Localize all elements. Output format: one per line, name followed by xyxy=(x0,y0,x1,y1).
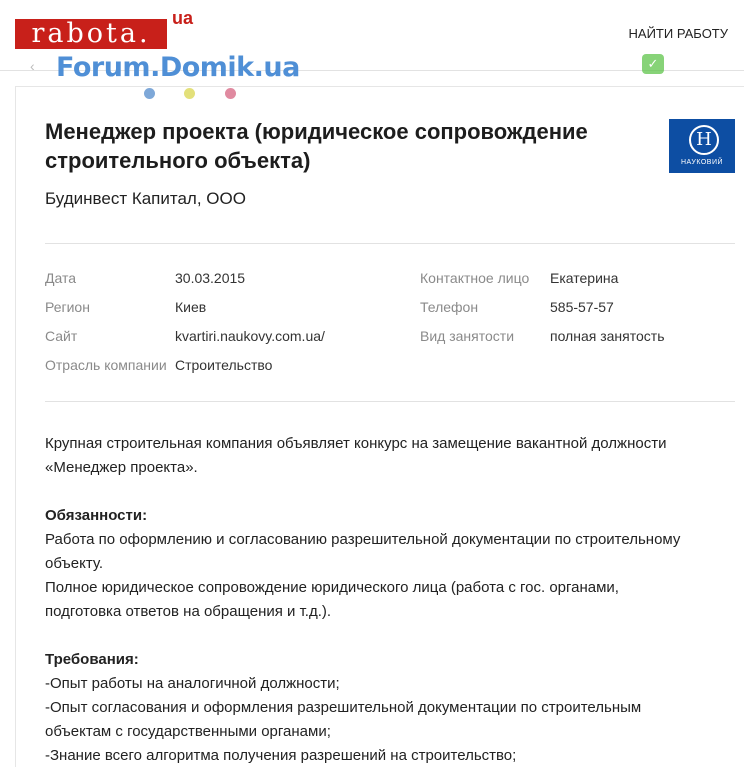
company-emblem-icon: Н xyxy=(689,125,719,155)
industry-label: Отрасль компании xyxy=(45,357,167,373)
checkmark-icon: ✓ xyxy=(642,54,664,74)
requirement-line: объектам с государственными органами; xyxy=(45,723,331,740)
duty-line: подготовка ответов на обращения и т.д.). xyxy=(45,603,332,620)
requirement-line: -Опыт согласования и оформления разрешительной документации по строительным xyxy=(45,699,642,716)
duty-line: объекту. xyxy=(45,555,104,572)
duties-heading: Обязанности: xyxy=(45,507,148,524)
intro-line: Крупная строительная компания объявляет конкурс на замещение вакантной должности xyxy=(45,435,667,452)
rabota-logo[interactable]: rabota. xyxy=(15,19,167,49)
duty-line: Полное юридическое сопровождение юридического лица (работа с гос. органами, xyxy=(45,579,619,596)
vacancy-title: Менеджер проекта (юридическое сопровождение строительного объекта) xyxy=(45,119,588,173)
requirement-line: -Опыт работы на аналогичной должности; xyxy=(45,675,340,692)
company-logo[interactable] xyxy=(669,119,735,173)
contact-label: Контактное лицо xyxy=(420,270,530,286)
date-value: 30.03.2015 xyxy=(175,270,246,286)
phone-value: 585-57-57 xyxy=(550,299,614,315)
region-label: Регион xyxy=(45,299,90,315)
site-link[interactable]: kvartiri.naukovy.com.ua/ xyxy=(175,328,325,344)
date-label: Дата xyxy=(45,270,77,286)
region-value: Киев xyxy=(175,299,207,315)
forum-watermark: Forum.Domik.ua xyxy=(56,52,300,83)
duty-line: Работа по оформлению и согласованию разрешительной документации по строительному xyxy=(45,531,681,548)
phone-label: Телефон xyxy=(420,299,479,315)
find-job-link[interactable]: НАЙТИ РАБОТУ xyxy=(628,26,728,41)
employment-label: Вид занятости xyxy=(420,328,515,344)
requirement-line: -Знание всего алгоритма получения разрешений на строительство; xyxy=(45,747,517,764)
intro-line: «Менеджер проекта». xyxy=(45,459,198,476)
industry-value: Строительство xyxy=(175,357,273,373)
vacancy-description xyxy=(45,432,735,768)
back-arrow-icon[interactable]: ‹ xyxy=(30,58,35,74)
rabota-logo-suffix[interactable]: ua xyxy=(172,8,194,28)
employment-value: полная занятость xyxy=(550,328,665,344)
site-label: Сайт xyxy=(45,328,78,344)
divider xyxy=(45,243,735,244)
company-logo-text: НАУКОВИЙ xyxy=(680,159,724,166)
contact-value: Екатерина xyxy=(550,270,619,286)
divider xyxy=(45,401,735,402)
company-name[interactable]: Будинвест Капитал, ООО xyxy=(45,189,246,208)
requirements-heading: Требования: xyxy=(45,651,139,668)
